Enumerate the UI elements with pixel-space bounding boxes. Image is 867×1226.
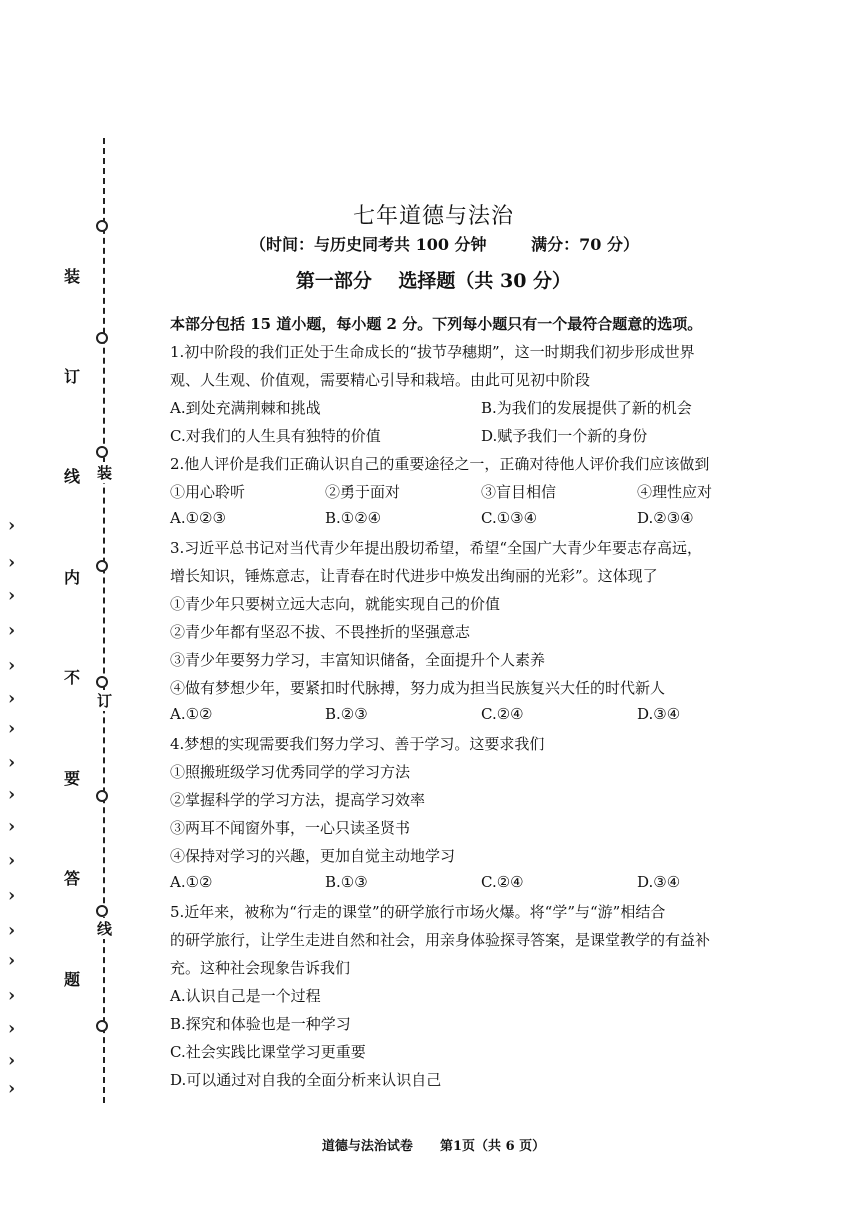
option: B.①③ <box>325 873 368 891</box>
seal-char: 装 <box>64 267 81 286</box>
binding-hole-icon <box>96 560 108 572</box>
seal-char: 要 <box>64 769 81 788</box>
scan-edge-mark-icon: › <box>8 688 16 709</box>
statement: ④做有梦想少年，要紧扣时代脉搏，努力成为担当民族复兴大任的时代新人 <box>170 679 666 697</box>
binding-hole-icon <box>96 1020 108 1032</box>
section-title: 第一部分 选择题（共 30 分） <box>295 270 572 292</box>
option: B.①②④ <box>325 509 382 527</box>
seal-char: 线 <box>64 467 81 486</box>
statement: ①用心聆听 <box>170 483 246 501</box>
option: A.①② <box>170 705 213 723</box>
option: D.③④ <box>637 873 681 891</box>
option: A.①②③ <box>170 509 226 527</box>
option: D.②③④ <box>637 509 694 527</box>
page-footer: 道德与法治试卷 第1页（共 6 页） <box>321 1139 546 1154</box>
scan-edge-mark-icon: › <box>8 752 16 773</box>
scan-edge-mark-icon: › <box>8 620 16 641</box>
scan-edge-mark-icon: › <box>8 950 16 971</box>
option: A.①② <box>170 873 213 891</box>
statement: ③两耳不闻窗外事，一心只读圣贤书 <box>170 819 411 837</box>
option: B.探究和体验也是一种学习 <box>170 1015 351 1033</box>
exam-time-info <box>250 232 639 255</box>
option: C.社会实践比课堂学习更重要 <box>170 1043 366 1061</box>
seal-char: 题 <box>64 970 81 989</box>
question-stem: 3.习近平总书记对当代青少年提出殷切希望，希望“全国广大青少年要志存高远， <box>170 539 702 557</box>
time-info: （时间：与历史同考共 100 分钟 <box>250 235 487 254</box>
question-stem: 5.近年来，被称为“行走的课堂”的研学旅行市场火爆。将“学”与“游”相结合 <box>170 903 666 921</box>
instructions: 本部分包括 15 道小题，每小题 2 分。下列每小题只有一个最符合题意的选项。 <box>170 315 703 333</box>
statement: ③青少年要努力学习，丰富知识储备，全面提升个人素养 <box>170 651 546 669</box>
option: C.①③④ <box>481 509 538 527</box>
seal-char: 订 <box>64 367 81 386</box>
seal-char: 内 <box>64 568 81 587</box>
scan-edge-mark-icon: › <box>8 718 16 739</box>
statement: ①青少年只要树立远大志向，就能实现自己的价值 <box>170 595 501 613</box>
scan-edge-mark-icon: › <box>8 1078 16 1099</box>
seal-char: 答 <box>64 869 81 888</box>
option: D.③④ <box>637 705 681 723</box>
option: A.认识自己是一个过程 <box>170 987 321 1005</box>
question-stem: 2.他人评价是我们正确认识自己的重要途径之一，正确对待他人评价我们应该做到 <box>170 455 710 473</box>
statement: ④理性应对 <box>637 483 713 501</box>
seal-inner-char: 装 <box>97 464 113 482</box>
seal-char: 不 <box>64 668 81 687</box>
exam-title: 七年道德与法治 <box>352 204 514 229</box>
scan-edge-mark-icon: › <box>8 920 16 941</box>
question-stem: 4.梦想的实现需要我们努力学习、善于学习。这要求我们 <box>170 735 545 753</box>
statement: ④保持对学习的兴趣，更加自觉主动地学习 <box>170 847 456 865</box>
statement: ①照搬班级学习优秀同学的学习方法 <box>170 763 411 781</box>
question-stem: 充。这种社会现象告诉我们 <box>170 959 351 977</box>
question-stem: 的研学旅行，让学生走进自然和社会，用亲身体验探寻答案，是课堂教学的有益补 <box>170 931 711 949</box>
seal-inner-char: 订 <box>97 692 113 710</box>
scan-edge-mark-icon: › <box>8 850 16 871</box>
binding-hole-icon <box>96 790 108 802</box>
question-stem: 增长知识，锤炼意志，让青春在时代进步中焕发出绚丽的光彩”。这体现了 <box>170 567 658 585</box>
binding-hole-icon <box>96 446 108 458</box>
option: B.为我们的发展提供了新的机会 <box>481 399 692 417</box>
binding-hole-icon <box>96 332 108 344</box>
scan-edge-mark-icon: › <box>8 885 16 906</box>
option: B.②③ <box>325 705 368 723</box>
scan-edge-mark-icon: › <box>8 985 16 1006</box>
question-stem: 1.初中阶段的我们正处于生命成长的“拔节孕穗期”，这一时期我们初步形成世界 <box>170 343 695 361</box>
scan-edge-mark-icon: › <box>8 515 16 536</box>
statement: ③盲目相信 <box>481 483 557 501</box>
scan-edge-mark-icon: › <box>8 816 16 837</box>
binding-hole-icon <box>96 676 108 688</box>
option: D.可以通过对自我的全面分析来认识自己 <box>170 1071 442 1089</box>
binding-hole-icon <box>96 905 108 917</box>
scan-edge-mark-icon: › <box>8 1018 16 1039</box>
scan-edge-mark-icon: › <box>8 552 16 573</box>
statement: ②青少年都有坚忍不拔、不畏挫折的坚强意志 <box>170 623 471 641</box>
question-stem: 观、人生观、价值观，需要精心引导和栽培。由此可见初中阶段 <box>170 371 591 389</box>
scan-edge-mark-icon: › <box>8 655 16 676</box>
statement: ②掌握科学的学习方法，提高学习效率 <box>170 791 426 809</box>
option: C.②④ <box>481 873 524 891</box>
score-info: 满分：70 分） <box>531 235 639 254</box>
scan-edge-mark-icon: › <box>8 585 16 606</box>
statement: ②勇于面对 <box>325 483 401 501</box>
scan-edge-mark-icon: › <box>8 1050 16 1071</box>
scan-edge-mark-icon: › <box>8 784 16 805</box>
option: C.②④ <box>481 705 524 723</box>
seal-inner-char: 线 <box>97 920 113 938</box>
option: C.对我们的人生具有独特的价值 <box>170 427 381 445</box>
option: A.到处充满荆棘和挑战 <box>170 399 321 417</box>
option: D.赋予我们一个新的身份 <box>481 427 648 445</box>
